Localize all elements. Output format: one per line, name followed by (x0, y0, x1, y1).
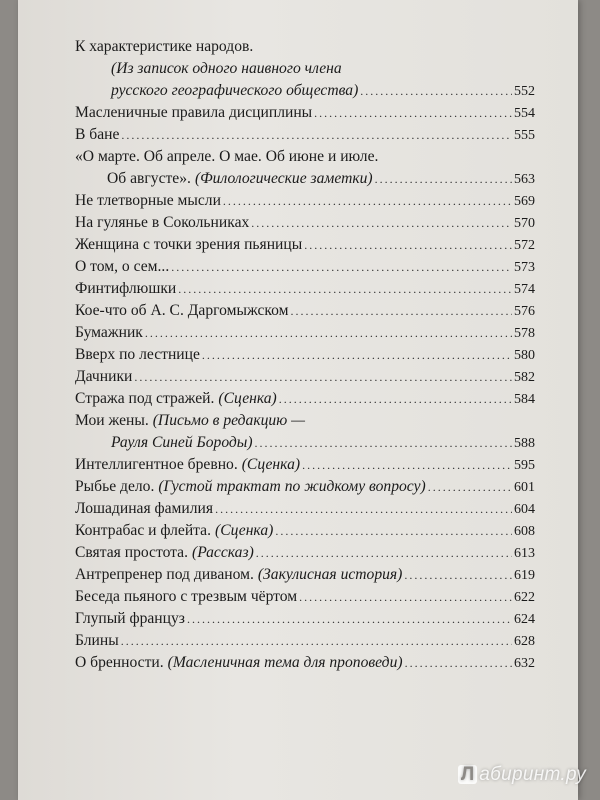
leader-dots (251, 212, 512, 234)
toc-note: (Филологические заметки) (194, 170, 373, 187)
toc-title: Беседа пьяного с трезвым чёртом (75, 588, 298, 605)
leader-dots (302, 454, 512, 476)
toc-entry (75, 234, 535, 256)
toc-title: Мои жены. (75, 412, 149, 429)
leader-dots (291, 300, 512, 322)
toc-page-number: 578 (514, 326, 535, 341)
toc-entry (75, 476, 535, 498)
toc-title: Рыбье дело. (75, 478, 155, 495)
leader-dots (404, 564, 512, 586)
toc-page-number: 554 (514, 106, 535, 121)
toc-page-number: 569 (514, 194, 535, 209)
toc-page-number: 552 (514, 84, 535, 99)
toc-title: Бумажник (75, 324, 143, 341)
toc-entry (75, 652, 535, 674)
leader-dots (187, 608, 512, 630)
toc-page-number: 601 (514, 480, 535, 495)
leader-dots (256, 542, 512, 564)
toc-entry (75, 564, 535, 586)
toc-title: На гулянье в Сокольниках (75, 214, 250, 231)
toc-title: Контрабас и флейта. (75, 522, 211, 539)
leader-dots (314, 102, 512, 124)
toc-entry (75, 520, 535, 542)
leader-dots (405, 652, 512, 674)
toc-entry (75, 256, 535, 278)
leader-dots (178, 278, 512, 300)
toc-note: (Письмо в редакцию — (152, 412, 305, 429)
toc-title: Блины (75, 632, 119, 649)
toc-title: Антрепренер под диваном. (75, 566, 254, 583)
toc-title: Интеллигентное бревно. (75, 456, 238, 473)
toc-entry (75, 630, 535, 652)
toc-entry (75, 212, 535, 234)
toc-entry (75, 124, 535, 146)
toc-title: Дачники (75, 368, 133, 385)
toc-note: (Рассказ) (192, 544, 254, 561)
toc-page-number: 632 (514, 656, 535, 671)
toc-note: (Сценка) (241, 456, 301, 473)
leader-dots (121, 124, 512, 146)
watermark-logo-badge: Л (458, 765, 477, 784)
toc-page-number: 576 (514, 304, 535, 319)
toc-title: Лошадиная фамилия (75, 500, 214, 517)
toc-page-number: 595 (514, 458, 535, 473)
toc-page-number: 619 (514, 568, 535, 583)
leader-dots (134, 366, 512, 388)
toc-entry (75, 454, 535, 476)
toc-entry (75, 388, 535, 410)
toc-entry (75, 36, 535, 102)
toc-page-number: 613 (514, 546, 535, 561)
toc-title: В бане (75, 126, 120, 143)
toc-note: (Закулисная история) (257, 566, 403, 583)
toc-page-number: 580 (514, 348, 535, 363)
leader-dots (215, 498, 512, 520)
toc-title: Глупый француз (75, 610, 185, 627)
toc-page-number: 584 (514, 392, 535, 407)
leader-dots (223, 190, 512, 212)
toc-entry (75, 278, 535, 300)
toc-entry (75, 102, 535, 124)
leader-dots (275, 520, 512, 542)
toc-page-number: 563 (514, 172, 535, 187)
toc-page-number: 624 (514, 612, 535, 627)
toc-note: Рауля Синей Бороды) (111, 434, 253, 451)
leader-dots (304, 234, 512, 256)
toc-page-number: 570 (514, 216, 535, 231)
toc-title: Кое-что об А. С. Даргомыжском (75, 302, 289, 319)
toc-page-number: 628 (514, 634, 535, 649)
toc-page-number: 588 (514, 436, 535, 451)
leader-dots (121, 630, 512, 652)
toc-title: Женщина с точки зрения пьяницы (75, 236, 303, 253)
leader-dots (202, 344, 512, 366)
toc-entry (75, 608, 535, 630)
toc-title: Стража под стражей. (75, 390, 215, 407)
toc-note: (Из записок одного наивного члена (111, 60, 342, 77)
leader-dots (279, 388, 512, 410)
toc-entry (75, 498, 535, 520)
toc-note: (Сценка) (218, 390, 277, 407)
toc-page-number: 604 (514, 502, 535, 517)
toc-entry (75, 322, 535, 344)
toc-page-number: 608 (514, 524, 535, 539)
leader-dots (299, 586, 512, 608)
toc-entry (75, 190, 535, 212)
toc-entry (75, 344, 535, 366)
toc-entry (75, 146, 535, 190)
toc-page-number: 574 (514, 282, 535, 297)
toc-title: Масленичные правила дисциплины (75, 104, 313, 121)
toc-note: (Сценка) (215, 522, 274, 539)
site-watermark (458, 764, 586, 786)
watermark-text: абиринт.ру (479, 764, 586, 785)
toc-entry (75, 410, 535, 454)
leader-dots (255, 432, 512, 454)
leader-dots (145, 322, 512, 344)
toc-page-number: 622 (514, 590, 535, 605)
toc-title: Не тлетворные мысли (75, 192, 221, 209)
toc-title: О том, о сем... (75, 258, 170, 275)
toc-entry (75, 586, 535, 608)
toc-entry (75, 542, 535, 564)
toc-page-number: 555 (514, 128, 535, 143)
toc-entry (75, 366, 535, 388)
toc-title: Финтифлюшки (75, 280, 177, 297)
leader-dots (171, 256, 512, 278)
leader-dots (360, 80, 512, 102)
book-page (18, 0, 578, 800)
toc-title: Вверх по лестнице (75, 346, 200, 363)
toc-title: О бренности. (75, 654, 164, 671)
toc-note: (Масленичная тема для проповеди) (167, 654, 403, 671)
toc-note: (Густой трактат по жидкому вопросу) (158, 478, 426, 495)
toc-title: К характеристике народов. (75, 38, 254, 55)
toc-title: «О марте. Об апреле. О мае. Об июне и июле. (75, 148, 379, 165)
toc-page-number: 582 (514, 370, 535, 385)
leader-dots (428, 476, 512, 498)
toc-title: Святая простота. (75, 544, 189, 561)
table-of-contents (75, 36, 535, 674)
toc-page-number: 572 (514, 238, 535, 253)
leader-dots (375, 168, 512, 190)
toc-note: русского географического общества) (111, 82, 359, 99)
toc-title: Об августе». (107, 170, 191, 187)
toc-entry (75, 300, 535, 322)
toc-page-number: 573 (514, 260, 535, 275)
